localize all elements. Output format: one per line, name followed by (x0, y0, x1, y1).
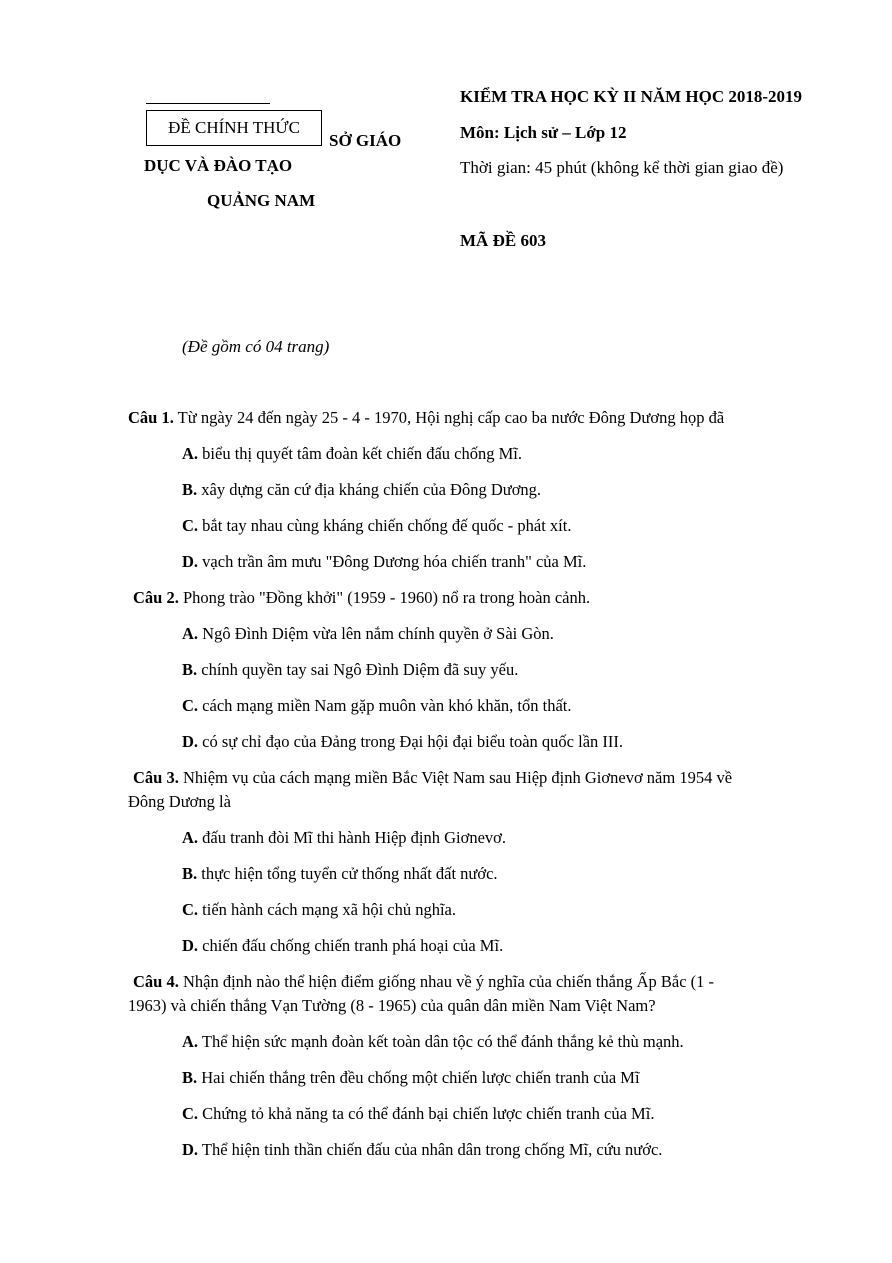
question-label: Câu 1. (128, 408, 174, 427)
option-letter: C. (182, 900, 199, 919)
option-text: tiến hành cách mạng xã hội chủ nghĩa. (202, 900, 457, 919)
option-letter: A. (182, 1032, 199, 1051)
option-letter: D. (182, 1140, 199, 1159)
option-text: vạch trần âm mưu "Đông Dương hóa chiến tranh" của Mĩ. (202, 552, 587, 571)
question-text: Nhiệm vụ của cách mạng miền Bắc Việt Nam sau Hiệp định Giơnevơ năm 1954 về (182, 768, 733, 787)
option-text: Thể hiện sức mạnh đoàn kết toàn dân tộc có thể đánh thắng kẻ thù mạnh. (201, 1032, 684, 1051)
option-1c (182, 516, 571, 536)
dept-line3: QUẢNG NAM (207, 191, 316, 210)
official-label: ĐỀ CHÍNH THỨC (168, 118, 300, 137)
option-4a (182, 1032, 684, 1052)
question-3-cont: Đông Dương là (128, 792, 231, 811)
option-3b (182, 864, 498, 884)
question-4-cont: 1963) và chiến thắng Vạn Tường (8 - 1965) của quân dân miền Nam Việt Nam? (128, 996, 656, 1015)
option-letter: D. (182, 936, 199, 955)
option-4c (182, 1104, 654, 1124)
question-2 (133, 588, 590, 608)
question-text: Nhận định nào thể hiện điểm giống nhau về ý nghĩa của chiến thắng Ấp Bắc (1 - (182, 972, 715, 991)
header-rule (146, 103, 270, 104)
option-text: Ngô Đình Diệm vừa lên nắm chính quyền ở Sài Gòn. (202, 624, 554, 643)
option-text: Chứng tỏ khả năng ta có thể đánh bại chiến lược chiến tranh của Mĩ. (202, 1104, 655, 1123)
option-letter: C. (182, 696, 199, 715)
question-text: Từ ngày 24 đến ngày 25 - 4 - 1970, Hội nghị cấp cao ba nước Đông Dương họp đã (177, 408, 725, 427)
option-text: xây dựng căn cứ địa kháng chiến của Đông Dương. (201, 480, 542, 499)
option-text: Thể hiện tinh thần chiến đấu của nhân dân trong chống Mĩ, cứu nước. (201, 1140, 663, 1159)
option-letter: D. (182, 552, 199, 571)
option-2d (182, 732, 623, 752)
option-3d (182, 936, 503, 956)
option-letter: C. (182, 516, 199, 535)
option-text: thực hiện tổng tuyển cử thống nhất đất nước. (201, 864, 498, 883)
pages-note-text: Đề gồm có 04 trang (187, 337, 324, 356)
option-text: đấu tranh đòi Mĩ thi hành Hiệp định Giơnevơ. (202, 828, 507, 847)
option-letter: D. (182, 732, 199, 751)
option-2a (182, 624, 554, 644)
option-text: chính quyền tay sai Ngô Đình Diệm đã suy yếu. (201, 660, 519, 679)
option-letter: A. (182, 444, 199, 463)
exam-code: MÃ ĐỀ 603 (460, 231, 546, 250)
option-text: có sự chỉ đạo của Đảng trong Đại hội đại biểu toàn quốc lần III. (202, 732, 624, 751)
option-letter: A. (182, 624, 199, 643)
question-label: Câu 2. (133, 588, 179, 607)
option-text: bắt tay nhau cùng kháng chiến chống đế quốc - phát xít. (202, 516, 572, 535)
pages-note: (Đề gồm có 04 trang) (182, 337, 330, 356)
option-letter: C. (182, 1104, 199, 1123)
option-text: cách mạng miền Nam gặp muôn vàn khó khăn, tổn thất. (202, 696, 572, 715)
option-text: chiến đấu chống chiến tranh phá hoại của Mĩ. (202, 936, 504, 955)
option-4b (182, 1068, 640, 1088)
option-letter: B. (182, 480, 198, 499)
option-1b (182, 480, 541, 500)
question-label: Câu 3. (133, 768, 179, 787)
option-2b (182, 660, 518, 680)
question-text: Phong trào "Đồng khởi" (1959 - 1960) nổ ra trong hoàn cảnh. (182, 588, 591, 607)
exam-title: KIỂM TRA HỌC KỲ II NĂM HỌC 2018-2019 (460, 87, 803, 106)
official-stamp (146, 110, 322, 146)
dept-line1: SỞ GIÁO (329, 131, 402, 150)
option-1d (182, 552, 586, 572)
option-3a (182, 828, 506, 848)
option-letter: B. (182, 864, 198, 883)
question-4 (133, 972, 714, 992)
dept-line2: DỤC VÀ ĐÀO TẠO (144, 156, 293, 175)
question-label: Câu 4. (133, 972, 179, 991)
option-letter: A. (182, 828, 199, 847)
subject-line: Môn: Lịch sử – Lớp 12 (460, 123, 627, 142)
option-3c (182, 900, 456, 920)
option-text: Hai chiến thắng trên đều chống một chiến lược chiến tranh của Mĩ (201, 1068, 640, 1087)
option-letter: B. (182, 1068, 198, 1087)
time-line: Thời gian: 45 phút (không kể thời gian giao đề) (460, 158, 784, 177)
question-1 (128, 408, 724, 428)
option-1a (182, 444, 522, 464)
option-letter: B. (182, 660, 198, 679)
option-text: biểu thị quyết tâm đoàn kết chiến đấu chống Mĩ. (202, 444, 523, 463)
question-3 (133, 768, 732, 788)
option-2c (182, 696, 572, 716)
option-4d (182, 1140, 662, 1160)
